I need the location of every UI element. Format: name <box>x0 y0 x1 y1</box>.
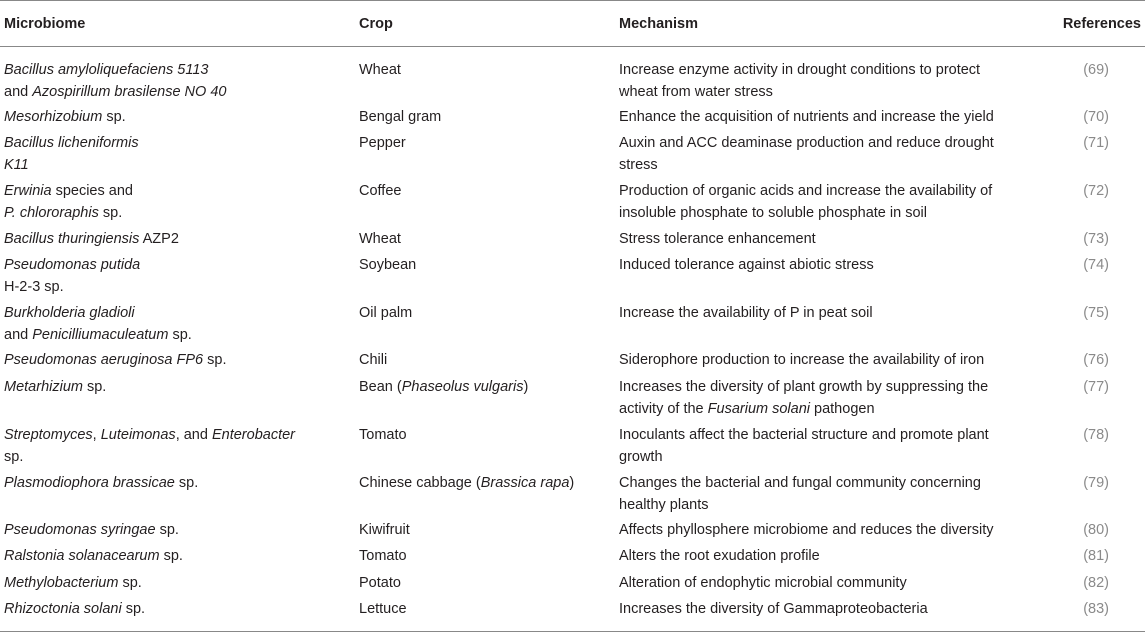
reference-cell: (83) <box>1083 601 1109 617</box>
header-references: References <box>1062 16 1141 32</box>
microbiome-cell <box>4 520 349 542</box>
reference-cell: (76) <box>1083 352 1109 368</box>
cell-line: Stress tolerance enhancement <box>619 231 816 247</box>
cell-line: Increase the availability of P in peat soil <box>619 305 873 321</box>
cell-line: growth <box>619 448 663 465</box>
microbiome-cell <box>4 303 349 346</box>
crop-cell <box>359 303 614 325</box>
mechanism-cell <box>619 133 1029 176</box>
mechanism-cell <box>619 255 1029 277</box>
cell-line: Lettuce <box>359 601 407 617</box>
cell-line: healthy plants <box>619 496 709 513</box>
cell-line: Alters the root exudation profile <box>619 548 820 564</box>
cell-line: Chinese cabbage (Brassica rapa) <box>359 475 575 491</box>
mechanism-cell <box>619 60 1029 103</box>
microbiome-cell <box>4 229 349 251</box>
cell-line: H-2-3 sp. <box>4 278 64 295</box>
cell-line: Bacillus amyloliquefaciens 5113 <box>4 62 209 78</box>
crop-cell <box>359 425 614 447</box>
crop-cell <box>359 473 614 495</box>
mechanism-cell <box>619 350 1029 372</box>
header-microbiome: Microbiome <box>4 16 86 32</box>
reference-cell: (82) <box>1083 575 1109 591</box>
mechanism-cell <box>619 546 1029 568</box>
cell-line: Bacillus licheniformis <box>4 135 139 151</box>
cell-line: Tomato <box>359 427 407 443</box>
mechanism-cell <box>619 425 1029 468</box>
cell-line: Alteration of endophytic microbial community <box>619 575 907 591</box>
cell-line: stress <box>619 156 658 173</box>
header-rule <box>0 46 1145 47</box>
mechanism-cell <box>619 473 1029 516</box>
microbiome-cell <box>4 425 349 468</box>
cell-line: Bacillus thuringiensis AZP2 <box>4 231 179 247</box>
header-crop: Crop <box>359 16 393 32</box>
reference-cell: (72) <box>1083 183 1109 199</box>
reference-cell: (78) <box>1083 427 1109 443</box>
cell-line: Siderophore production to increase the availability of iron <box>619 352 985 368</box>
cell-line: and Penicilliumaculeatum sp. <box>4 326 192 343</box>
cell-line: Streptomyces, Luteimonas, and Enterobacter <box>4 427 295 443</box>
reference-cell: (70) <box>1083 109 1109 125</box>
mechanism-cell <box>619 229 1029 251</box>
cell-line: wheat from water stress <box>619 83 773 100</box>
cell-line: Plasmodiophora brassicae sp. <box>4 475 199 491</box>
cell-line: Methylobacterium sp. <box>4 575 142 591</box>
cell-line: Soybean <box>359 257 417 273</box>
microbiome-cell <box>4 377 349 399</box>
crop-cell <box>359 107 614 129</box>
reference-cell: (75) <box>1083 305 1109 321</box>
cell-line: Wheat <box>359 231 401 247</box>
cell-line: Burkholderia gladioli <box>4 305 135 321</box>
cell-line: Bengal gram <box>359 109 442 125</box>
microbiome-cell <box>4 473 349 495</box>
cell-line: Auxin and ACC deaminase production and reduce drought <box>619 135 994 151</box>
cell-line: Inoculants affect the bacterial structure and promote plant <box>619 427 989 443</box>
crop-cell <box>359 255 614 277</box>
cell-line: Wheat <box>359 62 401 78</box>
cell-line: Metarhizium sp. <box>4 379 107 395</box>
cell-line: Potato <box>359 575 401 591</box>
cell-line: Coffee <box>359 183 402 199</box>
mechanism-cell <box>619 599 1029 621</box>
cell-line: Production of organic acids and increase the availability of <box>619 183 993 199</box>
microbiome-cell <box>4 60 349 103</box>
mechanism-cell <box>619 520 1029 542</box>
cell-line: Increase enzyme activity in drought conditions to protect <box>619 62 981 78</box>
reference-cell: (81) <box>1083 548 1109 564</box>
microbiome-cell <box>4 546 349 568</box>
mechanism-cell <box>619 573 1029 595</box>
cell-line: Pseudomonas syringae sp. <box>4 522 179 538</box>
microbiome-cell <box>4 181 349 224</box>
cell-line: Increases the diversity of plant growth by suppressing the <box>619 379 989 395</box>
crop-cell <box>359 133 614 155</box>
mechanism-cell <box>619 303 1029 325</box>
cell-line: Enhance the acquisition of nutrients and increase the yield <box>619 109 994 125</box>
reference-cell: (73) <box>1083 231 1109 247</box>
cell-line: Induced tolerance against abiotic stress <box>619 257 874 273</box>
crop-cell <box>359 520 614 542</box>
cell-line: Chili <box>359 352 388 368</box>
cell-line: Pseudomonas putida <box>4 257 141 273</box>
reference-cell: (74) <box>1083 257 1109 273</box>
microbiome-cell <box>4 133 349 176</box>
mechanism-cell <box>619 107 1029 129</box>
reference-cell: (79) <box>1083 475 1109 491</box>
cell-line: Increases the diversity of Gammaproteobacteria <box>619 601 928 617</box>
microbiome-cell <box>4 107 349 129</box>
bottom-rule <box>0 631 1145 632</box>
cell-line: activity of the Fusarium solani pathogen <box>619 400 875 417</box>
microbiome-cell <box>4 350 349 372</box>
header-mechanism: Mechanism <box>619 16 698 32</box>
crop-cell <box>359 599 614 621</box>
cell-line: Oil palm <box>359 305 413 321</box>
reference-cell: (71) <box>1083 135 1109 151</box>
cell-line: and Azospirillum brasilense NO 40 <box>4 83 227 100</box>
crop-cell <box>359 60 614 82</box>
cell-line: insoluble phosphate to soluble phosphate in soil <box>619 204 927 221</box>
crop-cell <box>359 181 614 203</box>
top-rule <box>0 0 1145 1</box>
cell-line: Tomato <box>359 548 407 564</box>
microbiome-cell <box>4 599 349 621</box>
cell-line: Changes the bacterial and fungal community concerning <box>619 475 981 491</box>
cell-line: sp. <box>4 448 24 465</box>
cell-line: K11 <box>4 156 29 173</box>
cell-line: Pseudomonas aeruginosa FP6 sp. <box>4 352 227 368</box>
crop-cell <box>359 350 614 372</box>
cell-line: Erwinia species and <box>4 183 133 199</box>
cell-line: Kiwifruit <box>359 522 410 538</box>
reference-cell: (77) <box>1083 379 1109 395</box>
mechanism-cell <box>619 377 1029 420</box>
reference-cell: (80) <box>1083 522 1109 538</box>
crop-cell <box>359 546 614 568</box>
crop-cell <box>359 573 614 595</box>
microbiome-cell <box>4 573 349 595</box>
microbiome-cell <box>4 255 349 298</box>
mechanism-cell <box>619 181 1029 224</box>
reference-cell: (69) <box>1083 62 1109 78</box>
cell-line: P. chlororaphis sp. <box>4 204 123 221</box>
cell-line: Bean (Phaseolus vulgaris) <box>359 379 529 395</box>
cell-line: Ralstonia solanacearum sp. <box>4 548 183 564</box>
crop-cell <box>359 229 614 251</box>
cell-line: Pepper <box>359 135 406 151</box>
cell-line: Rhizoctonia solani sp. <box>4 601 146 617</box>
crop-cell <box>359 377 614 399</box>
cell-line: Affects phyllosphere microbiome and reduces the diversity <box>619 522 994 538</box>
cell-line: Mesorhizobium sp. <box>4 109 126 125</box>
